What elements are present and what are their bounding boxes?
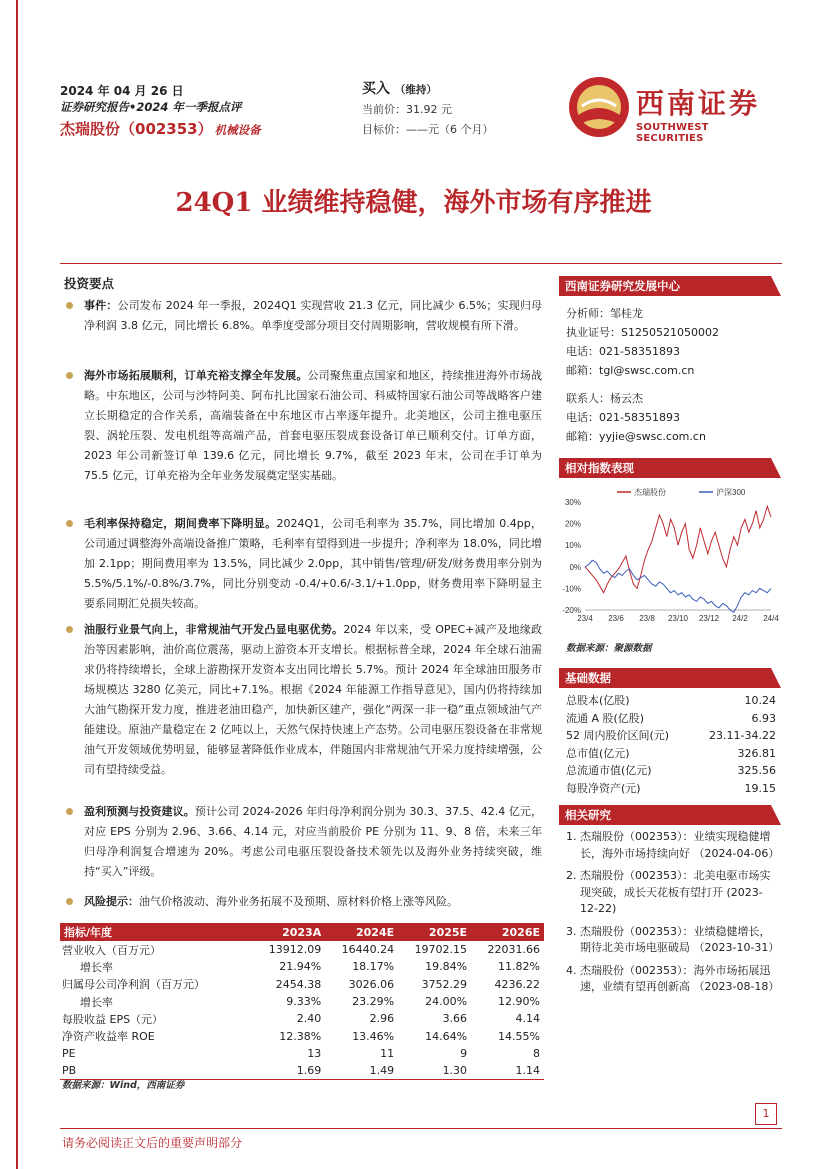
table-row-label: 营业收入（百万元）: [62, 943, 161, 957]
section-title: 投资要点: [64, 276, 115, 291]
related-research-number: 3.: [566, 924, 577, 938]
bullet-icon: [66, 520, 73, 527]
table-cell: 23.29%: [352, 995, 395, 1009]
table-row: [60, 1045, 544, 1062]
paragraph-lead: 毛利率保持稳定，期间费率下降明显。: [84, 517, 277, 530]
legend-label-1: 沪深300: [716, 488, 746, 497]
table-row: [60, 976, 544, 993]
table-cell: 2454.38: [275, 977, 322, 991]
paragraph-text: 2024Q1，公司毛利率为 35.7%，同比增加 0.4pp，公司通过调整海外高端设备推广策略，毛利率有望得到进一步提升；净利率为 18.0%，同比增加 2.1pp；期间费用率为 13.5%，同比减少 2.0pp，其中销售/管理/研发/财务费用率分别为 5.5%/5.1%/-0.8%/3.7%，同比分别变动 -0.4/+0.6/-3.1/+1.0pp，财务费用率下降明显主要系同期汇兑损失较高。: [84, 517, 543, 610]
table-cell: 3026.06: [348, 977, 395, 991]
related-research-item[interactable]: [566, 868, 778, 918]
footer-notice: 请务必阅读正文后的重要声明部分: [62, 1136, 243, 1150]
related-research-item[interactable]: [566, 924, 778, 957]
table-cell: 24.00%: [425, 995, 468, 1009]
table-cell: 9.33%: [286, 995, 322, 1009]
table-cell: 13: [307, 1046, 322, 1060]
table-cell: 1.69: [252, 1062, 325, 1079]
analyst-email[interactable]: 邮箱：tgl@swsc.com.cn: [566, 364, 695, 377]
x-tick-label: 23/4: [577, 614, 593, 623]
stock-name: [60, 118, 261, 139]
table-cell: 21.94%: [279, 960, 322, 974]
related-research-title: 杰瑞股份（002353）：业绩实现稳健增长，海外市场持续向好 （2024-04-06）: [580, 830, 780, 860]
y-tick-label: 0%: [569, 562, 581, 572]
table-cell: 14.55%: [498, 1029, 540, 1043]
table-cell: 8: [533, 1046, 540, 1060]
basic-data-value: 19.15: [744, 781, 776, 795]
related-research-number: 2.: [566, 869, 577, 882]
table-cell: 11.82%: [498, 960, 540, 974]
y-tick-label: -20%: [562, 606, 581, 615]
table-cell: 18.17%: [352, 960, 395, 974]
table-cell: 16440.24: [341, 943, 395, 957]
x-tick-label: 24/2: [732, 614, 748, 623]
contact-phone: 电话：021-58351893: [566, 411, 680, 424]
x-tick-label: 23/6: [608, 614, 624, 623]
footer-divider: [60, 1128, 782, 1129]
paragraph-text: 预计公司 2024-2026 年归母净利润分别为 30.3、37.5、42.4 亿元，对应 EPS 分别为 2.96、3.66、4.14 元，对应当前股价 PE 分别为 11、9、8 倍，未来三年归母净利润复合增速为 20%。考虑公司电驱压裂设备技术领先以及海外业务持续突破，维持“买入”评级。: [84, 805, 542, 878]
table-row-label: 增长率: [80, 960, 113, 974]
table-row: [60, 1010, 544, 1027]
report-headline: 24Q1 业绩维持稳健，海外市场有序推进: [175, 188, 652, 218]
table-cell: 12.38%: [279, 1029, 322, 1043]
paragraph-lead: 风险提示：: [84, 895, 139, 908]
table-row-label: 增长率: [80, 995, 113, 1009]
basic-data-value: 23.11-34.22: [709, 729, 776, 743]
basic-data-row: [566, 745, 776, 763]
paragraph-margin: [66, 514, 542, 614]
basic-data-key: 总市值(亿元): [566, 746, 630, 760]
paragraph-lead: 海外市场拓展顺利，订单充裕支撑全年发展。: [84, 369, 308, 382]
basic-data-key: 总股本(亿股): [566, 694, 630, 707]
x-tick-label: 23/10: [667, 614, 689, 623]
bullet-icon: [66, 372, 73, 379]
page-number: 1: [755, 1103, 777, 1125]
logo-chinese-text: 西南证券: [636, 87, 761, 120]
paragraph-text: 2024 年以来，受 OPEC+减产及地缘政治等因素影响，油价高位震荡，驱动上游资本开支增长。根据标普全球，2024 年全球石油需求仍将持续增长，全球上游勘探开发资本支出同比增长 5.7%。预计 2024 年全球油田服务市场规模达 3280 亿美元，同比+7.1%。根据《2024 年能源工作指导意见》，国内仍将持续加大油气勘探开发力度，推进老油田稳产，加快新区建产，强化“两深一非一稳”重点领域油气产能建设。原油产量稳定在 2 亿吨以上，天然气保持快速上产态势。公司电驱压裂设备在非常规油气开发领域优势明显，能够显著降低作业成本，伴随国内非常规油气开采力度持续增强，公司有望持续受益。: [84, 623, 542, 776]
table-row: [60, 1027, 544, 1044]
table-cell: 19.84%: [425, 960, 468, 974]
table-cell: 22031.66: [487, 943, 540, 957]
stock-code: 杰瑞股份（002353）: [60, 120, 213, 138]
y-tick-label: 30%: [564, 498, 581, 507]
basic-data-row: [566, 710, 776, 728]
table-header-cell: 2025E: [398, 923, 471, 941]
research-center-header: 西南证券研究发展中心: [559, 276, 781, 296]
paragraph-lead: 油服行业景气向上，非常规油气开发凸显电驱优势。: [84, 623, 344, 636]
table-cell: 11: [380, 1046, 395, 1060]
company-logo: [568, 74, 778, 144]
table-row-label: 净资产收益率 ROE: [62, 1030, 155, 1044]
report-date: 2024 年 04 月 26 日: [60, 84, 184, 98]
table-cell: 4.14: [515, 1012, 540, 1026]
paragraph-risk: [66, 892, 542, 912]
table-cell: 19702.15: [414, 943, 468, 957]
related-research-number: 1.: [566, 830, 577, 843]
basic-data-row: [566, 762, 776, 780]
table-cell: 12.90%: [498, 995, 540, 1009]
paragraph-overseas: [66, 366, 542, 486]
paragraph-forecast: [66, 802, 542, 882]
related-research-item[interactable]: [566, 963, 778, 996]
relative-index-header: 相对指数表现: [559, 458, 781, 478]
table-cell: 13.46%: [352, 1029, 395, 1043]
related-research-title: 杰瑞股份（002353）：北美电驱市场实现突破，成长天花板有望打开 (2023-12-22): [580, 869, 771, 915]
industry-label: 机械设备: [214, 123, 261, 137]
analyst-license: 执业证号：S1250521050002: [566, 326, 719, 339]
basic-data-value: 10.24: [744, 694, 776, 707]
series-line-1: [585, 560, 771, 612]
table-cell: 1.30: [398, 1062, 471, 1079]
table-cell: 13912.09: [268, 943, 322, 957]
table-row-label: PE: [62, 1046, 76, 1060]
header-divider: [60, 263, 782, 264]
paragraph-text: 公司发布 2024 年一季报，2024Q1 实现营收 21.3 亿元，同比减少 6.5%；实现归母净利润 3.8 亿元，同比增长 6.8%。单季度受部分项目交付周期影响，营收规模有所下滑。: [84, 299, 543, 332]
table-header-row: [60, 923, 544, 941]
analyst-name: 分析师：邹桂龙: [566, 307, 643, 320]
basic-data-header: 基础数据: [559, 668, 781, 688]
logo-english-text: SOUTHWEST SECURITIES: [636, 122, 709, 144]
logo-emblem-icon: [568, 76, 630, 138]
table-row: [60, 958, 544, 975]
table-cell: 9: [460, 1046, 468, 1060]
related-research-item[interactable]: [566, 829, 778, 862]
related-research-title: 杰瑞股份（002353）：业绩稳健增长，期待北美市场电驱破局 （2023-10-31）: [580, 924, 780, 954]
bullet-icon: [66, 302, 73, 309]
legend-label-0: 杰瑞股份: [634, 488, 666, 497]
basic-data-key: 每股净资产(元): [566, 781, 641, 795]
table-cell: 3752.29: [421, 977, 468, 991]
related-research-header: 相关研究: [559, 805, 781, 825]
table-cell: 3.66: [442, 1012, 468, 1026]
related-research-number: 4.: [566, 963, 577, 977]
basic-data-key: 总流通市值(亿元): [566, 764, 652, 778]
basic-data-row: [566, 692, 776, 710]
financial-table: [60, 923, 544, 1080]
basic-data-key: 流通 A 股(亿股): [566, 711, 645, 725]
table-row: [60, 941, 544, 958]
analyst-info: [566, 304, 719, 446]
table-header-cell: 2026E: [471, 923, 544, 941]
chart-source: 数据来源：聚源数据: [566, 643, 652, 654]
paragraph-lead: 事件：: [84, 299, 118, 312]
table-cell: 2.40: [296, 1012, 322, 1026]
x-tick-label: 23/12: [698, 614, 720, 623]
table-cell: 2.96: [369, 1012, 395, 1026]
x-tick-label: 23/8: [639, 614, 655, 623]
left-margin-rule: [16, 0, 18, 1169]
basic-data-key: 52 周内股价区间(元): [566, 729, 670, 743]
related-research-list: [566, 829, 778, 1002]
basic-data-list: [566, 692, 776, 798]
basic-data-value: 326.81: [737, 746, 776, 760]
target-price: 目标价：——元（6 个月）: [362, 123, 494, 136]
table-row-label: 每股收益 EPS（元）: [62, 1012, 164, 1026]
paragraph-text: 油气价格波动、海外业务拓展不及预期、原材料价格上涨等风险。: [139, 895, 458, 908]
rating: [362, 78, 437, 98]
table-row: [60, 993, 544, 1010]
table-cell: 4236.22: [494, 977, 540, 991]
table-cell: 1.14: [471, 1062, 544, 1079]
bullet-icon: [66, 808, 73, 815]
paragraph-text: 公司聚焦重点国家和地区，持续推进海外市场战略。中东地区，公司与沙特阿美、阿布扎比国家石油公司、科威特国家石油公司等战略客户建立长期稳定的合作关系，高端装备在中东地区市占率逐年提升。北美地区，公司主推电驱压裂、涡轮压裂、发电机组等高端产品，首套电驱压裂成套设备订单已顺利交付。订单方面，2023 年公司新签订单 139.6 亿元，同比增长 9.7%，截至 2023 年末，公司在手订单为 75.5 亿元，订单充裕为全年业务发展奠定坚实基础。: [84, 369, 542, 482]
paragraph-lead: 盈利预测与投资建议。: [84, 805, 195, 818]
relative-index-chart: [559, 484, 781, 632]
table-source: 数据来源：Wind，西南证券: [62, 1080, 185, 1091]
current-price: 当前价：31.92 元: [362, 103, 452, 116]
basic-data-value: 325.56: [737, 764, 776, 778]
contact-email[interactable]: 邮箱：yyjie@swsc.com.cn: [566, 430, 706, 443]
table-row-label: 归属母公司净利润（百万元）: [62, 978, 205, 992]
analyst-phone: 电话：021-58351893: [566, 345, 680, 358]
table-row-label: PB: [60, 1062, 252, 1079]
x-tick-label: 24/4: [763, 614, 779, 623]
basic-data-value: 6.93: [751, 711, 776, 725]
rating-label: 买入: [362, 81, 390, 97]
y-tick-label: 20%: [564, 519, 581, 529]
table-header-cell: 指标/年度: [60, 923, 252, 941]
bullet-icon: [66, 626, 73, 633]
paragraph-industry: [66, 620, 542, 780]
bullet-icon: [66, 898, 73, 905]
y-tick-label: -10%: [562, 584, 581, 594]
table-header-cell: 2024E: [325, 923, 398, 941]
table-cell: 14.64%: [425, 1029, 468, 1043]
table-cell: 1.49: [325, 1062, 398, 1079]
related-research-title: 杰瑞股份（002353）：海外市场拓展迅速，业绩有望再创新高 （2023-08-18）: [580, 963, 780, 993]
series-line-0: [585, 506, 771, 592]
contact-name: 联系人：杨云杰: [566, 392, 643, 405]
rating-note: （维持）: [394, 84, 437, 96]
y-tick-label: 10%: [564, 541, 581, 551]
basic-data-row: [566, 727, 776, 745]
report-type: 证券研究报告•2024 年一季报点评: [60, 100, 242, 114]
table-header-cell: 2023A: [252, 923, 325, 941]
paragraph-event: [66, 296, 542, 336]
basic-data-row: [566, 780, 776, 798]
